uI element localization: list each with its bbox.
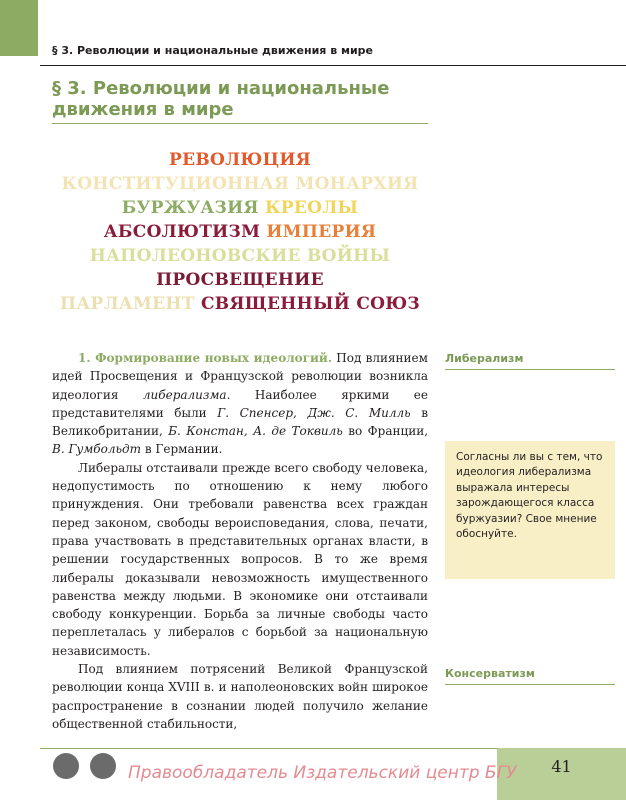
footer-circle-left: [53, 753, 79, 779]
keyword: СВЯЩЕННЫЙ СОЮЗ: [200, 294, 420, 314]
keyword: ПРОСВЕЩЕНИЕ: [156, 270, 324, 290]
margin-label-conservatism: Консерватизм: [445, 667, 535, 680]
footer-circle-right: [90, 753, 116, 779]
text-segment: в Великобритании,: [52, 405, 428, 439]
keyword-line: [52, 292, 428, 316]
green-corner-tab: [0, 0, 38, 56]
margin-rule-liberalism: [445, 369, 615, 370]
margin-rule-conservatism: [445, 684, 615, 685]
keyword: ПАРЛАМЕНТ: [59, 294, 195, 314]
keyword: БУРЖУАЗИЯ: [121, 198, 259, 218]
keyword: ИМПЕРИЯ: [266, 222, 377, 242]
text-segment: . Наиболее яркими ее представителями были: [52, 387, 429, 420]
keyword-line: [52, 244, 428, 268]
paragraph-liberalism-intro: [52, 349, 428, 459]
keyword-line: [52, 172, 428, 196]
text-segment: Под влиянием идей Просвещения и Французской революции возникла идеология: [52, 351, 428, 402]
header-rule: [40, 65, 626, 66]
keyword: КОНСТИТУЦИОННАЯ МОНАРХИЯ: [61, 174, 419, 194]
keyword-line: [52, 268, 428, 292]
keyword: АБСОЛЮТИЗМ: [103, 222, 261, 242]
paragraph-liberal-views: Либералы отстаивали прежде всего свободу человека, недопустимость по отношению к нему любого принуждения. Они требовали равенства всех граждан перед законом, свободы вероисповедания, слова, печати, права участвовать в представительных органах власти, в решении государственных вопросов. В то же время либералы доказывали невозможность имущественного равенства между людьми. В экономике они отстаивали свободу конкуренции. Борьба за личные свободы часто переплеталась у либералов с борьбой за национальную независимость.: [52, 460, 428, 658]
keyword-line: [52, 220, 428, 244]
page-number: 41: [551, 757, 572, 776]
italic-term: В. Гумбольдт: [52, 442, 142, 457]
keyword: НАПОЛЕОНОВСКИЕ ВОЙНЫ: [89, 246, 391, 266]
keyword: РЕВОЛЮЦИЯ: [168, 150, 311, 170]
keyword-cloud: [52, 148, 428, 316]
copyright-watermark: Правообладатель Издательский центр БГУ: [128, 763, 517, 783]
running-header: § 3. Революции и национальные движения в мире: [52, 44, 374, 57]
main-text: [52, 349, 428, 733]
paragraph-conservatism-intro: Под влиянием потрясений Великой Французской революции конца XVIII в. и наполеоновских войн широкое распространение в сознании людей получило желание общественной стабильности,: [52, 662, 428, 731]
keyword-line: [52, 148, 428, 172]
margin-label-liberalism: Либерализм: [445, 352, 524, 365]
title-rule: [52, 123, 428, 124]
italic-term: Г. Спенсер, Дж. С. Милль: [217, 405, 411, 420]
subsection-heading: 1. Формирование новых идеологий.: [78, 351, 332, 365]
italic-term: Б. Констан, А. де Токвиль: [168, 424, 343, 439]
keyword: КРЕОЛЫ: [265, 198, 359, 218]
question-box: Согласны ли вы с тем, что идеология либерализма выражала интересы зарождающегося класса буржуазии? Свое мнение обоснуйте.: [445, 441, 615, 579]
section-title: § 3. Революции и национальные движения в мире: [52, 78, 390, 120]
text-segment: в Германии.: [141, 442, 223, 457]
keyword-line: [52, 196, 428, 220]
text-segment: во Франции,: [342, 424, 429, 439]
italic-term: либерализма: [142, 387, 227, 402]
